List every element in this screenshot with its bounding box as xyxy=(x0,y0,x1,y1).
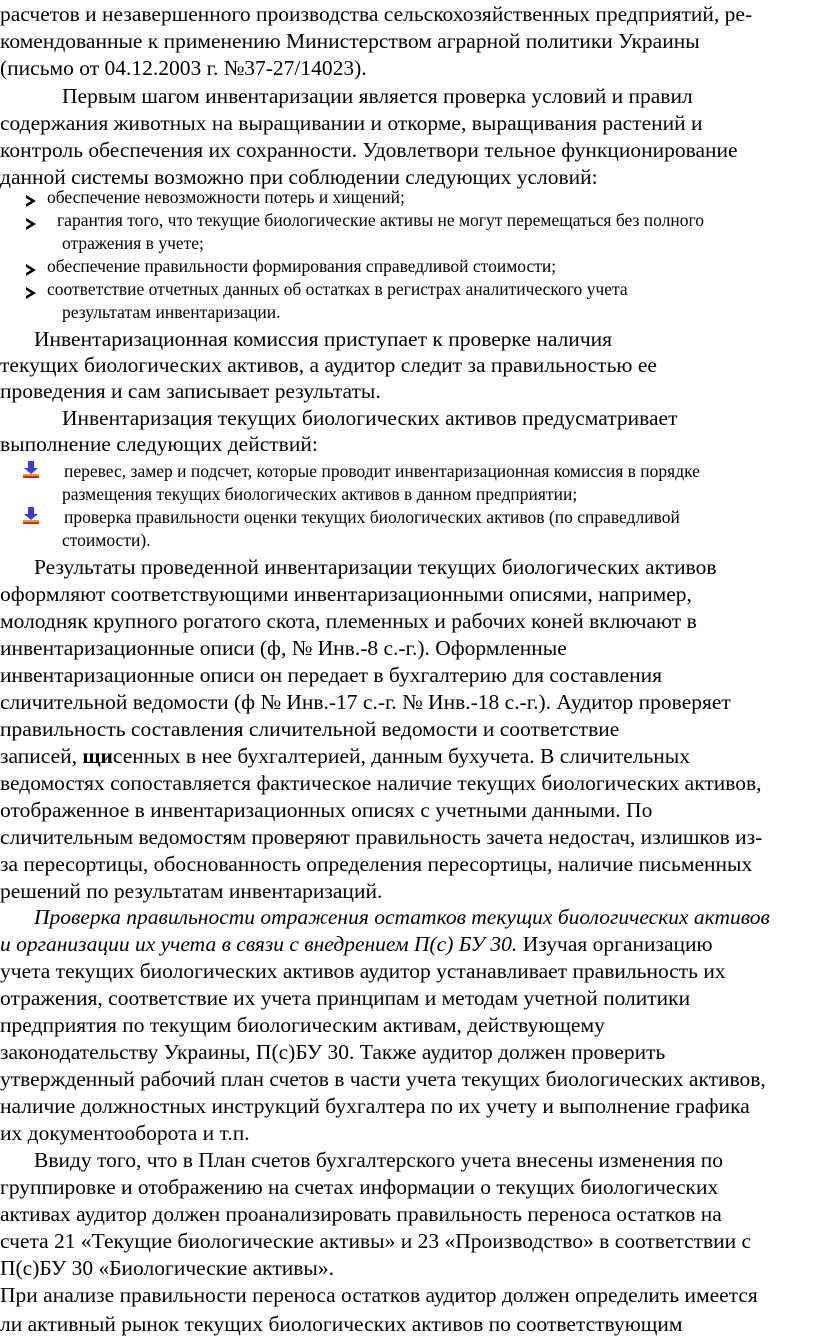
list-item: обеспечение правильности формирования справедливой стоимости; xyxy=(47,256,557,276)
list-item: размещения текущих биологических активов в данном предприятии; xyxy=(62,484,578,504)
text-line: наличие должностных инструкций бухгалтера по их учету и выполнение графика xyxy=(0,1094,750,1118)
text-line: расчетов и незавершенного производства сельскохозяйственных предприятий, ре- xyxy=(0,2,753,26)
text-line: комендованные к применению Министерством аграрной политики Украины xyxy=(0,29,700,53)
text-line: При анализе правильности переноса остатков аудитор должен определить имеется xyxy=(0,1283,758,1307)
list-item: обеспечение невозможности потерь и хищений; xyxy=(47,187,405,207)
text-line: (письмо от 04.12.2003 г. №37-27/14023). xyxy=(0,56,367,80)
list-item: стоимости). xyxy=(62,530,151,550)
bold-text-span: щи xyxy=(82,744,113,768)
text-line: Ввиду того, что в План счетов бухгалтерского учета внесены изменения по xyxy=(34,1148,723,1172)
italic-heading-line: Проверка правильности отражения остатков текущих биологических активов xyxy=(34,905,770,929)
list-item: проверка правильности оценки текущих биологических активов (по справедливой xyxy=(64,507,680,527)
text-line: Первым шагом инвентаризации является проверка условий и правил xyxy=(62,84,693,108)
text-line xyxy=(0,930,713,958)
text-line: Инвентаризация текущих биологических активов предусматривает xyxy=(62,406,678,430)
list-item: результатам инвентаризации. xyxy=(62,302,281,322)
text-line: за пересортицы, обоснованность определения пересортицы, наличие письменных xyxy=(0,852,753,876)
text-line: учета текущих биологических активов аудитор устанавливает правильность их xyxy=(0,959,726,983)
text-line: законодательству Украины, П(с)БУ 30. Также аудитор должен проверить xyxy=(0,1040,666,1064)
text-line: Инвентаризационная комиссия приступает к проверке наличия xyxy=(34,327,613,351)
text-line: Результаты проведенной инвентаризации текущих биологических активов xyxy=(34,555,717,579)
text-line: молодняк крупного рогатого скота, племенных и рабочих коней включают в xyxy=(0,609,697,633)
text-line: предприятия по текущим биологическим активам, действующему xyxy=(0,1013,605,1037)
arrow-right-bullet-icon xyxy=(26,287,36,299)
text-line xyxy=(0,742,690,770)
text-line: инвентаризационные описи он передает в бухгалтерию для составления xyxy=(0,663,662,687)
text-line: активах аудитор должен проанализировать правильность переноса остатков на xyxy=(0,1202,722,1226)
arrow-right-bullet-icon xyxy=(26,218,36,230)
text-line: правильность составления сличительной ведомости и соответствие xyxy=(0,717,620,741)
text-line: текущих биологических активов, а аудитор следит за правильностью ее xyxy=(0,353,657,377)
list-item: перевес, замер и подсчет, которые проводит инвентаризационная комиссия в порядке xyxy=(64,461,700,481)
text-line: их документооборота и т.п. xyxy=(0,1121,250,1145)
text-line: сличительным ведомостям проверяют правильность зачета недостач, излишков из- xyxy=(0,825,763,849)
arrow-right-bullet-icon xyxy=(26,264,36,276)
text-span: записей, xyxy=(0,744,83,768)
arrow-right-bullet-icon xyxy=(26,195,36,207)
text-span: сенных в нее бухгалтерией, данным бухучета. В сличительных xyxy=(112,744,690,768)
text-line: П(с)БУ 30 «Биологические активы». xyxy=(0,1256,334,1280)
list-item: гарантия того, что текущие биологические активы не могут перемещаться без полного xyxy=(57,210,705,230)
text-line: проведения и сам записывает результаты. xyxy=(0,379,381,403)
text-line: утвержденный рабочий план счетов в части учета текущих биологических активов, xyxy=(0,1067,766,1091)
text-line: ли активный рынок текущих биологических активов по соответствующим xyxy=(0,1312,683,1336)
italic-heading-span: и организации их учета в связи с внедрением П(с) БУ 30. xyxy=(0,932,518,956)
list-item: отражения в учете; xyxy=(62,233,204,253)
text-line: сличительной ведомости (ф № Инв.-17 с.-г. № Инв.-18 с.-г.). Аудитор проверяет xyxy=(0,690,731,714)
text-line: содержания животных на выращивании и откорме, выращивания растений и xyxy=(0,111,703,135)
text-line: решений по результатам инвентаризаций. xyxy=(0,879,383,903)
text-span: Изучая организацию xyxy=(517,932,713,956)
down-arrow-bullet-icon xyxy=(22,461,40,479)
text-line: отображенное в инвентаризационных описях с учетными данными. По xyxy=(0,798,653,822)
list-item: соответствие отчетных данных об остатках в регистрах аналитического учета xyxy=(47,279,628,299)
text-line: контроль обеспечения их сохранности. Удовлетвори тельное функционирование xyxy=(0,138,738,162)
text-line: группировке и отображению на счетах информации о текущих биологических xyxy=(0,1175,719,1199)
text-line: счета 21 «Текущие биологические активы» и 23 «Производство» в соответствии с xyxy=(0,1229,752,1253)
text-line: отражения, соответствие их учета принципам и методам учетной политики xyxy=(0,986,691,1010)
text-line: выполнение следующих действий: xyxy=(0,432,318,456)
text-line: ведомостях сопоставляется фактическое наличие текущих биологических активов, xyxy=(0,771,762,795)
text-line: инвентаризационные описи (ф, № Инв.-8 с.-г.). Оформленные xyxy=(0,636,567,660)
text-line: данной системы возможно при соблюдении следующих условий: xyxy=(0,165,598,189)
text-line: оформляют соответствующими инвентаризационными описями, например, xyxy=(0,582,692,606)
down-arrow-bullet-icon xyxy=(22,507,40,525)
